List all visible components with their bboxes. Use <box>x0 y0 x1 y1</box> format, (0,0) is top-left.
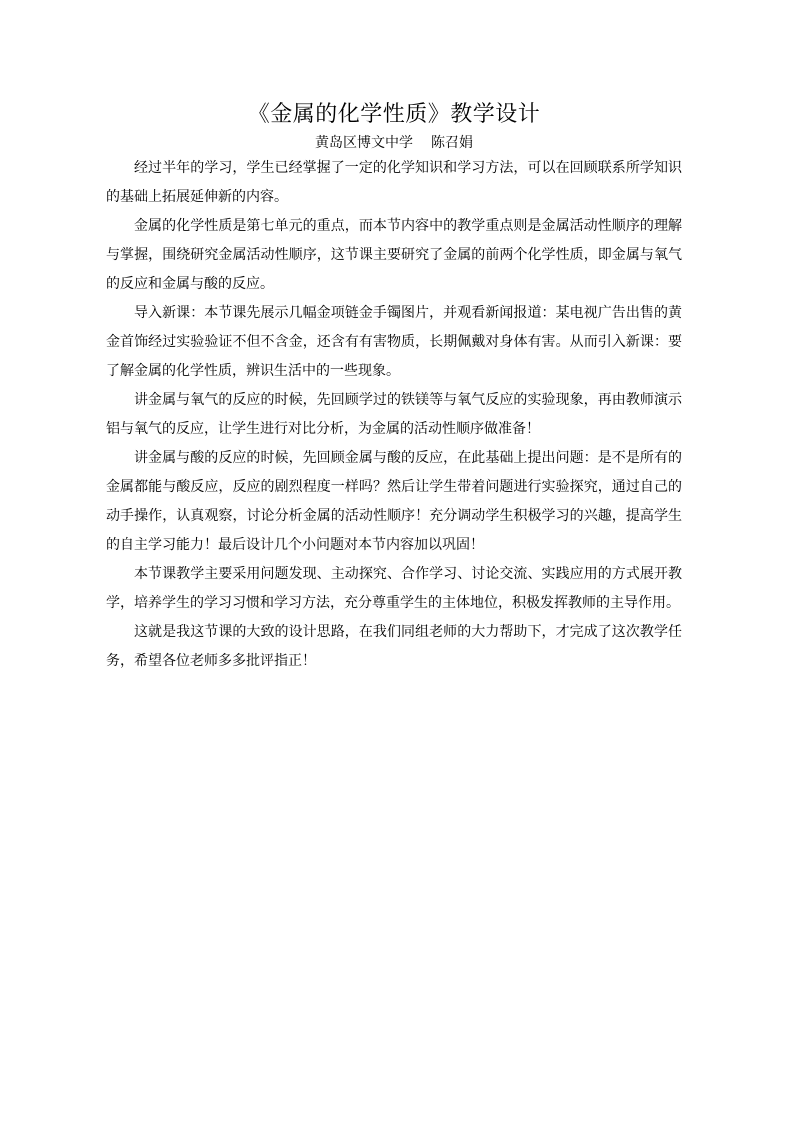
paragraph: 讲金属与氧气的反应的时候，先回顾学过的铁镁等与氧气反应的实验现象，再由教师演示铝与氧气的反应，让学生进行对比分析，为金属的活动性顺序做准备！ <box>106 392 682 437</box>
author-name: 陈召娟 <box>431 135 473 151</box>
paragraph: 金属的化学性质是第七单元的重点，而本节内容中的教学重点则是金属活动性顺序的理解与掌握，围绕研究金属活动性顺序，这节课主要研究了金属的前两个化学性质，即金属与氧气的反应和金属与酸的反应。 <box>106 218 682 292</box>
paragraph: 本节课教学主要采用问题发现、主动探究、合作学习、讨论交流、实践应用的方式展开教学，培养学生的学习习惯和学习方法，充分尊重学生的主体地位，积极发挥教师的主导作用。 <box>106 566 682 611</box>
paragraph: 讲金属与酸的反应的时候，先回顾金属与酸的反应，在此基础上提出问题：是不是所有的金属都能与酸反应，反应的剧烈程度一样吗？然后让学生带着问题进行实验探究，通过自己的动手操作，认真观察，讨论分析金属的活动性顺序！充分调动学生积极学习的兴趣，提高学生的自主学习能力！最后设计几个小问题对本节内容加以巩固！ <box>106 450 682 553</box>
document-page <box>106 100 682 676</box>
author-school: 黄岛区博文中学 <box>315 135 413 151</box>
document-title: 《金属的化学性质》教学设计 <box>247 102 541 127</box>
paragraph: 这就是我这节课的大致的设计思路，在我们同组老师的大力帮助下，才完成了这次教学任务，希望各位老师多多批评指正！ <box>106 624 682 669</box>
author-line <box>106 132 682 154</box>
paragraph: 导入新课：本节课先展示几幅金项链金手镯图片，并观看新闻报道：某电视广告出售的黄金首饰经过实验验证不但不含金，还含有有害物质，长期佩戴对身体有害。从而引入新课：要了解金属的化学性质，辨识生活中的一些现象。 <box>106 305 682 379</box>
paragraph: 经过半年的学习，学生已经掌握了一定的化学知识和学习方法，可以在回顾联系所学知识的基础上拓展延伸新的内容。 <box>106 160 682 205</box>
